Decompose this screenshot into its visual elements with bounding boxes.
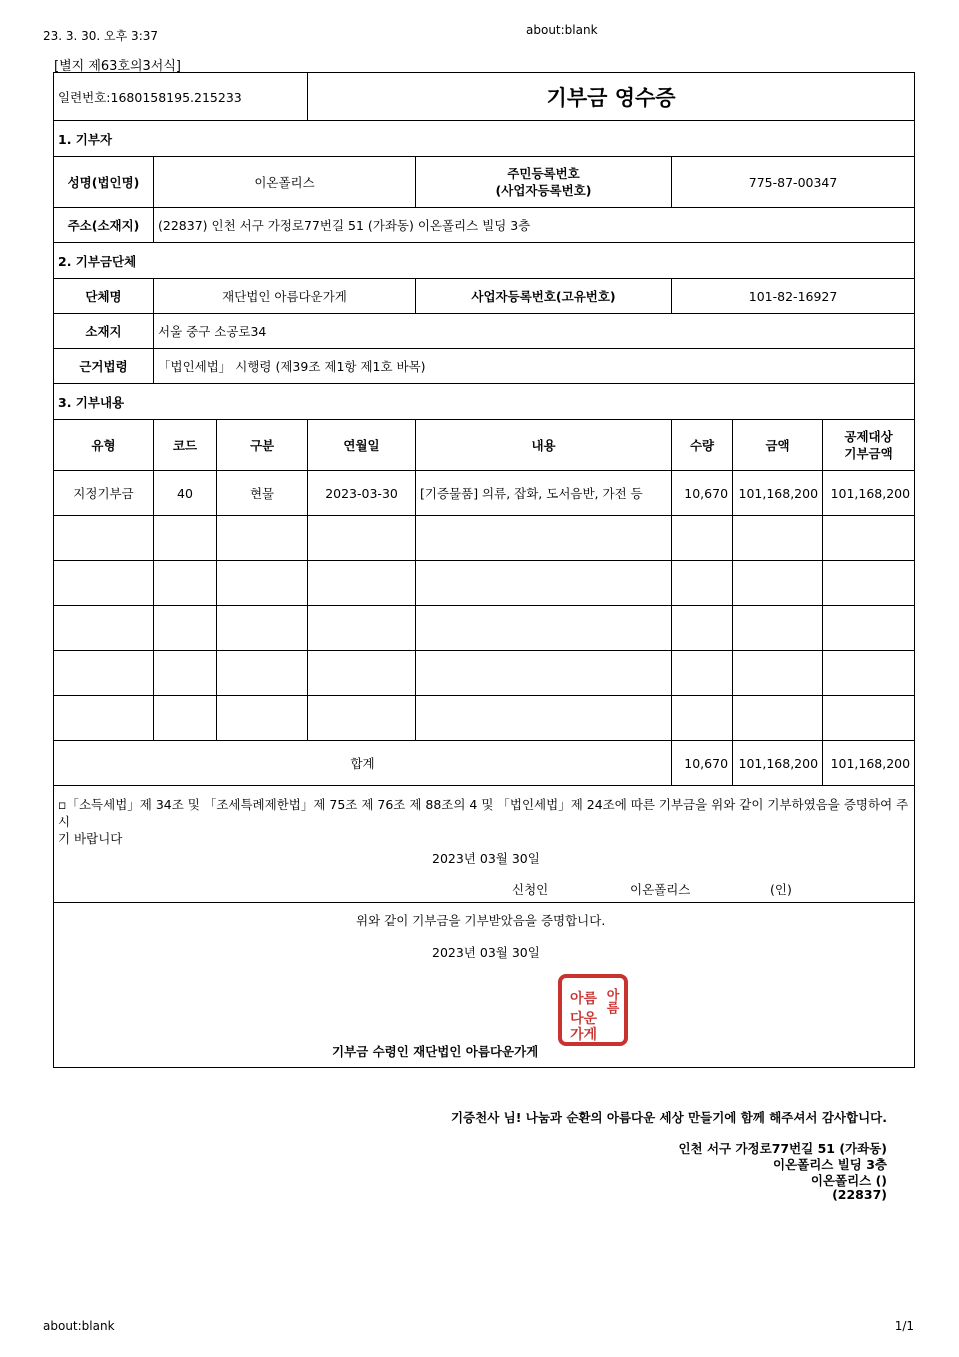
col-category: 구분 — [217, 420, 308, 471]
donor-address-label: 주소(소재지) — [54, 208, 154, 243]
org-name: 재단법인 아름다운가게 — [154, 279, 416, 314]
col-content: 내용 — [416, 420, 672, 471]
section-donation: 3. 기부내용 — [54, 384, 915, 420]
certification-block — [54, 903, 915, 1068]
total-row — [54, 741, 915, 786]
return-address-line2: 이온폴리스 빌딩 3층 — [772, 1157, 887, 1172]
seal-char-a: 아름 — [570, 991, 598, 1007]
total-label: 합계 — [54, 741, 672, 786]
row-category: 현물 — [217, 471, 308, 516]
certification-date: 2023년 03월 30일 — [432, 945, 540, 960]
donor-name: 이온폴리스 — [154, 157, 416, 208]
statement-line2: 기 바랍니다 — [58, 831, 123, 846]
donor-reg-no: 775-87-00347 — [672, 157, 915, 208]
org-biz-no: 101-82-16927 — [672, 279, 915, 314]
col-code: 코드 — [154, 420, 217, 471]
seal-char-1: 아름 — [603, 988, 619, 1014]
row-qty: 10,670 — [672, 471, 733, 516]
org-location: 서울 중구 소공로34 — [154, 314, 915, 349]
recipient-name: 기부금 수령인 재단법인 아름다운가게 — [332, 1044, 539, 1059]
donor-address: (22837) 인천 서구 가정로77번길 51 (가좌동) 이온폴리스 빌딩 3층 — [154, 208, 915, 243]
applicant-name: 이온폴리스 — [630, 882, 691, 897]
empty-row — [54, 651, 915, 696]
empty-row — [54, 696, 915, 741]
org-location-label: 소재지 — [54, 314, 154, 349]
col-qty: 수량 — [672, 420, 733, 471]
serial-number: 일련번호:1680158195.215233 — [54, 73, 308, 121]
col-deductible: 공제대상 기부금액 — [823, 420, 915, 471]
org-law: 「법인세법」 시행령 (제39조 제1항 제1호 바목) — [154, 349, 915, 384]
print-datetime: 23. 3. 30. 오후 3:37 — [43, 29, 159, 43]
total-deductible: 101,168,200 — [823, 741, 915, 786]
row-type: 지정기부금 — [54, 471, 154, 516]
row-deductible: 101,168,200 — [823, 471, 915, 516]
empty-row — [54, 561, 915, 606]
empty-row — [54, 606, 915, 651]
print-url: about:blank — [526, 23, 598, 37]
org-biz-label: 사업자등록번호(고유번호) — [416, 279, 672, 314]
applicant-label: 신청인 — [512, 882, 549, 897]
return-name: 이온폴리스 () — [810, 1173, 887, 1188]
organization-seal — [557, 973, 629, 1047]
certification-text: 위와 같이 기부금을 기부받았음을 증명합니다. — [356, 913, 606, 928]
total-qty: 10,670 — [672, 741, 733, 786]
seal-char-b: 다운 — [570, 1011, 598, 1027]
table-row — [54, 471, 915, 516]
footer-url: about:blank — [43, 1319, 115, 1333]
section-donor: 1. 기부자 — [54, 121, 915, 157]
signature-mark: (인) — [770, 882, 792, 897]
total-amount: 101,168,200 — [733, 741, 823, 786]
empty-row — [54, 516, 915, 561]
col-date: 연월일 — [308, 420, 416, 471]
receipt-table — [53, 72, 915, 1068]
donor-reg-label: 주민등록번호 (사업자등록번호) — [416, 157, 672, 208]
section-org: 2. 기부금단체 — [54, 243, 915, 279]
return-address-line1: 인천 서구 가정로77번길 51 (가좌동) — [678, 1141, 887, 1156]
row-date: 2023-03-30 — [308, 471, 416, 516]
thanks-message: 기증천사 님! 나눔과 순환의 아름다운 세상 만들기에 함께 해주셔서 감사합니다. — [450, 1110, 887, 1125]
row-amount: 101,168,200 — [733, 471, 823, 516]
donor-name-label: 성명(법인명) — [54, 157, 154, 208]
receipt-title: 기부금 영수증 — [308, 73, 915, 121]
statement-line1: ▫「소득세법」제 34조 및 「조세특례제한법」제 75조 제 76조 제 88조의 4 및 「법인세법」제 24조에 따른 기부금을 위와 같이 기부하였음을 증명하여 주시 — [58, 797, 909, 829]
row-content: [기증물품] 의류, 잡화, 도서음반, 가전 등 — [416, 471, 672, 516]
org-law-label: 근거법령 — [54, 349, 154, 384]
form-label: [별지 제63호의3서식] — [54, 59, 181, 74]
row-code: 40 — [154, 471, 217, 516]
footer-page: 1/1 — [894, 1319, 914, 1333]
statement-block — [54, 786, 915, 903]
return-zip: (22837) — [832, 1187, 887, 1202]
col-type: 유형 — [54, 420, 154, 471]
seal-char-c: 가게 — [570, 1027, 598, 1043]
col-amount: 금액 — [733, 420, 823, 471]
org-name-label: 단체명 — [54, 279, 154, 314]
statement-date: 2023년 03월 30일 — [432, 851, 540, 866]
